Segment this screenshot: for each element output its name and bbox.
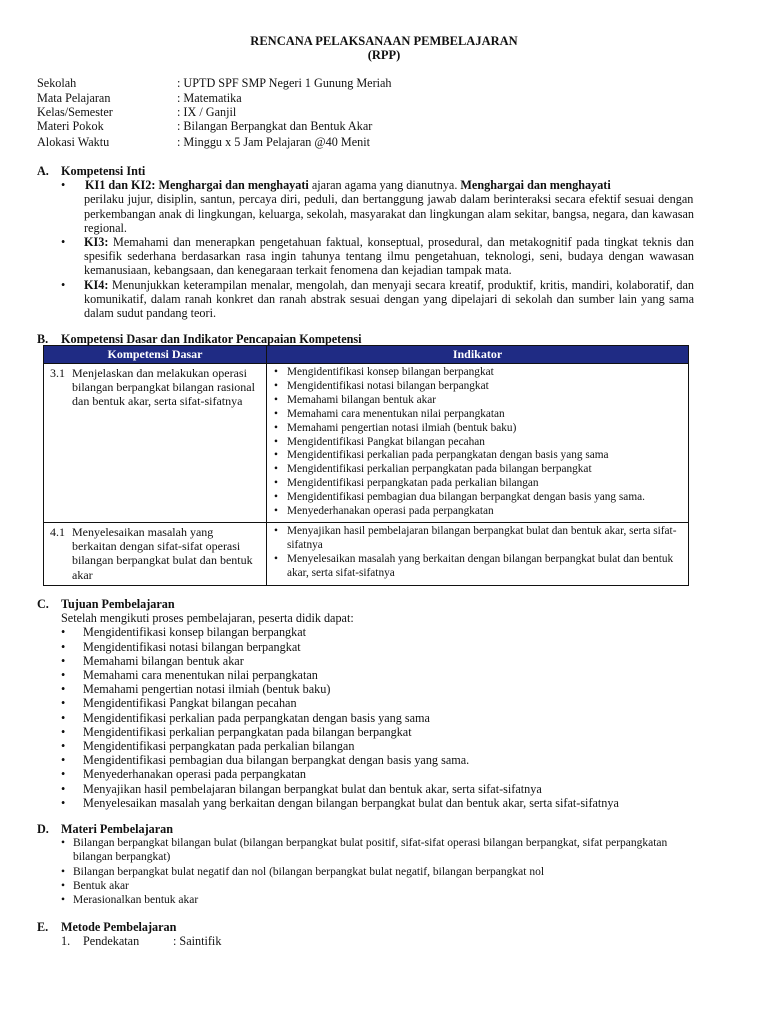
section-letter: E. [37,920,49,934]
list-item: • Mengidentifikasi perpangkatan pada perkalian bilangan [37,739,737,753]
document-subtitle: (RPP) [367,48,401,62]
ki-item [37,235,694,278]
identity-label: Materi Pokok [37,119,104,133]
indicator-list [271,525,684,581]
kd-indicator-table [43,345,689,586]
section-title: Kompetensi Inti [61,164,146,178]
column-header-kd: Kompetensi Dasar [44,346,267,364]
identity-label: Kelas/Semester [37,105,113,119]
table-header-row [44,346,689,364]
list-item: • Bilangan berpangkat bilangan bulat (bilangan berpangkat bulat positif, sifat-sifat operasi bilangan berpangkat, sifat perpangkatan bilangan berpangkat) [37,836,697,864]
indicator-cell [267,364,689,523]
indicator-list [271,366,684,519]
metode-item [37,934,737,949]
section-heading [37,597,737,611]
section-letter: A. [37,164,49,178]
column-header-indikator: Indikator [267,346,689,364]
ki-bold-text: Menghargai dan menghayati [460,178,611,193]
section-title: Tujuan Pembelajaran [61,597,175,611]
identity-value: : UPTD SPF SMP Negeri 1 Gunung Meriah [177,76,392,90]
identity-value: : Minggu x 5 Jam Pelajaran @40 Menit [177,135,370,149]
list-item: • Mengidentifikasi konsep bilangan berpangkat [37,625,737,639]
ki-text: ajaran agama yang dianutnya. [308,178,461,193]
list-item: • Bilangan berpangkat bulat negatif dan nol (bilangan berpangkat bulat negatif, bilangan berpangkat nol [37,865,697,879]
materi-list [37,836,697,907]
identity-label: Alokasi Waktu [37,135,110,149]
list-item: • Mengidentifikasi Pangkat bilangan pecahan [37,696,737,710]
table-row [44,522,689,585]
metode-label: Pendekatan [83,934,140,949]
bullet-icon: • [61,178,66,193]
indicator-cell [267,522,689,585]
ki-list [37,178,737,320]
bullet-icon: • [61,277,66,292]
ki-bold-text: Menghargai dan menghayati [158,178,309,193]
kd-number: 3.1 [50,366,65,380]
identity-label: Sekolah [37,76,77,90]
list-item: • Mengidentifikasi perkalian pada perpangkatan dengan basis yang sama [37,711,737,725]
list-item: • Mengidentifikasi notasi bilangan berpangkat [37,640,737,654]
identity-value: : Matematika [177,91,242,105]
ki-text: Memahami dan menerapkan pengetahuan faktual, konseptual, prosedural, dan metakognitif pada tingkat teknis dan spesifik sederhana berdasarkan rasa ingin tahunya tentang ilmu pengetahuan, teknologi, seni, budaya dengan wawasan kemanusiaan, kebangsaan, dan kenegaraan terkait fenomena dan kejadian tampak mata. [84,235,694,278]
section-letter: B. [37,332,49,346]
indicator-item: • Memahami pengertian notasi ilmiah (bentuk baku) [271,422,684,436]
tujuan-list [37,625,737,810]
list-item: • Bentuk akar [37,879,697,893]
section-letter: D. [37,822,49,836]
indicator-item: • Mengidentifikasi perkalian pada perpangkatan dengan basis yang sama [271,449,684,463]
section-heading [37,822,737,836]
indicator-item: • Mengidentifikasi konsep bilangan berpangkat [271,366,684,380]
section-heading [37,920,737,934]
ki-label: KI1 dan KI2: [85,178,156,193]
section-title: Metode Pembelajaran [61,920,177,934]
ki-text: Menunjukkan keterampilan menalar, mengolah, dan menyaji secara kreatif, produktif, kritis, mandiri, kolaboratif, dan komunikatif, dalam ranah konkret dan ranah abstrak sesuai dengan yang dipelajari di sekolah dan sumber lain yang sama dalam sudut pandang teori. [84,277,694,321]
section-letter: C. [37,597,49,611]
list-item: • Menyelesaikan masalah yang berkaitan dengan bilangan berpangkat bulat dan bentuk akar, serta sifat-sifatnya [37,796,737,810]
list-item: • Menyajikan hasil pembelajaran bilangan berpangkat bulat dan bentuk akar, serta sifat-sifatnya [37,782,737,796]
indicator-item: • Menyelesaikan masalah yang berkaitan dengan bilangan berpangkat bulat dan bentuk akar, serta sifat-sifatnya [271,553,684,581]
bullet-icon: • [61,235,66,250]
ki-item [37,178,694,235]
list-item: • Merasionalkan bentuk akar [37,893,697,907]
kd-cell [44,522,267,585]
document-title: RENCANA PELAKSANAAN PEMBELAJARAN [250,34,518,48]
section-kompetensi-inti [37,164,737,320]
section-tujuan-pembelajaran [37,597,737,810]
list-item: • Menyederhanakan operasi pada perpangkatan [37,767,737,781]
list-item: • Memahami pengertian notasi ilmiah (bentuk baku) [37,682,737,696]
kd-number: 4.1 [50,524,65,539]
identity-value: : Bilangan Berpangkat dan Bentuk Akar [177,119,373,133]
indicator-item: • Memahami cara menentukan nilai perpangkatan [271,408,684,422]
kd-text: Menyelesaikan masalah yang berkaitan dengan sifat-sifat operasi bilangan berpangkat bulat dan bentuk akar [72,524,253,582]
ki12-firstline [85,178,611,192]
indicator-item: • Mengidentifikasi notasi bilangan berpangkat [271,380,684,394]
metode-value: : Saintifik [173,934,222,949]
ki-item [37,278,694,321]
ki-label: KI3: [84,235,109,250]
table-row [44,364,689,523]
section-materi-pembelajaran [37,822,737,907]
list-item: • Mengidentifikasi pembagian dua bilangan berpangkat dengan basis yang sama. [37,753,737,767]
list-item: • Memahami cara menentukan nilai perpangkatan [37,668,737,682]
section-title: Materi Pembelajaran [61,822,174,836]
section-metode-pembelajaran [37,920,737,949]
section-intro: Setelah mengikuti proses pembelajaran, peserta didik dapat: [61,611,354,626]
indicator-item: • Memahami bilangan bentuk akar [271,394,684,408]
kd-text: Menjelaskan dan melakukan operasi bilangan berpangkat bilangan rasional dan bentuk akar, serta sifat-sifatnya [72,366,255,409]
section-title: Kompetensi Dasar dan Indikator Pencapaian Kompetensi [61,332,362,346]
indicator-item: • Mengidentifikasi Pangkat bilangan pecahan [271,436,684,450]
indicator-item: • Mengidentifikasi perkalian perpangkatan pada bilangan berpangkat [271,463,684,477]
indicator-item: • Menyederhanakan operasi pada perpangkatan [271,505,684,519]
indicator-item: • Mengidentifikasi perpangkatan pada perkalian bilangan [271,477,684,491]
section-heading [37,164,737,178]
identity-value: : IX / Ganjil [177,105,237,119]
ki-label: KI4: [84,277,109,292]
indicator-item: • Mengidentifikasi pembagian dua bilangan berpangkat dengan basis yang sama. [271,491,684,505]
list-item: • Memahami bilangan bentuk akar [37,654,737,668]
kd-cell [44,364,267,523]
list-item: • Mengidentifikasi perkalian perpangkatan pada bilangan berpangkat [37,725,737,739]
metode-number: 1. [61,934,71,949]
indicator-item: • Menyajikan hasil pembelajaran bilangan berpangkat bulat dan bentuk akar, serta sifat-sifatnya [271,525,684,553]
ki-text: perilaku jujur, disiplin, santun, percaya diri, peduli, dan bertanggung jawab dalam berinteraksi secara efektif sesuai dengan perkembangan anak di lingkungan, keluarga, sekolah, masyarakat dan lingkungan alam sekitar, bangsa, negara, dan kawasan regional. [84,192,694,235]
identity-label: Mata Pelajaran [37,91,111,105]
